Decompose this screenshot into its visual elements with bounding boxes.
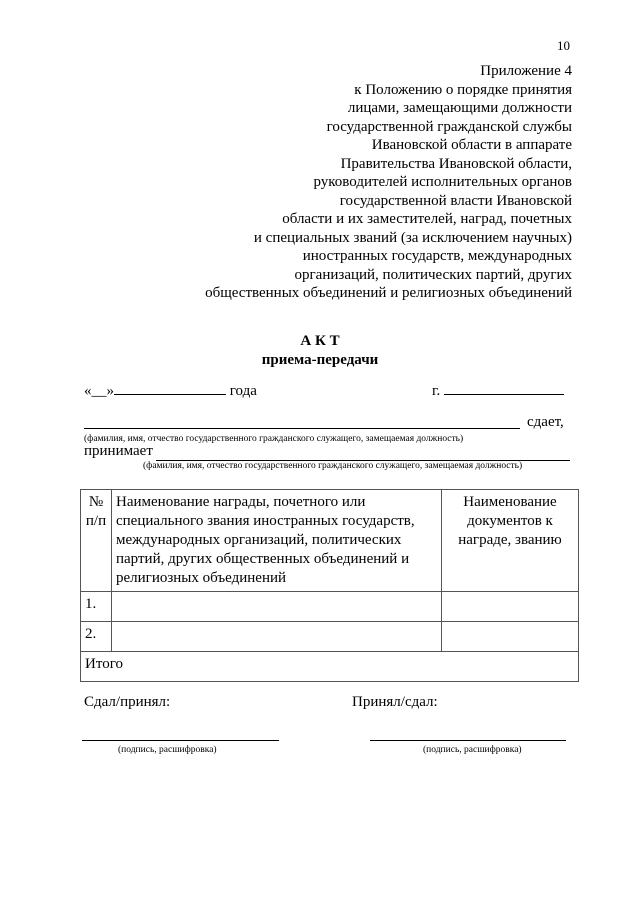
header-docs: Наименование документов к награде, званию — [442, 490, 579, 592]
row-docs-cell[interactable] — [442, 622, 579, 652]
appendix-line: к Положению о порядке принятия — [354, 81, 572, 98]
row-docs-cell[interactable] — [442, 592, 579, 622]
gives-name-blank[interactable] — [84, 428, 520, 429]
appendix-line: Приложение 4 — [480, 63, 572, 79]
appendix-line: государственной власти Ивановской — [339, 192, 572, 209]
left-signature-hint: (подпись, расшифровка) — [118, 745, 217, 755]
gives-hint: (фамилия, имя, отчество государственного гражданского служащего, замещаемая должность) — [84, 434, 464, 444]
title-line: А К Т — [300, 333, 340, 349]
accepts-hint: (фамилия, имя, отчество государственного гражданского служащего, замещаемая должность) — [143, 461, 523, 471]
appendix-line: Ивановской области в аппарате — [371, 137, 572, 153]
appendix-line: лицами, замещающими должности — [347, 100, 572, 116]
date-field — [84, 381, 257, 400]
right-signature-label: Принял/сдал: — [352, 694, 438, 710]
appendix-line: и специальных званий (за исключением научных) — [253, 229, 572, 246]
appendix-line: руководителей исполнительных органов — [313, 174, 572, 190]
city-field — [432, 381, 564, 400]
subtitle-line: приема-передачи — [261, 352, 379, 368]
row-name-cell[interactable] — [112, 622, 442, 652]
table-row — [81, 592, 579, 622]
row-num: 1. — [81, 592, 112, 622]
appendix-heading — [152, 62, 572, 303]
right-signature-hint: (подпись, расшифровка) — [423, 745, 522, 755]
appendix-line: области и их заместителей, наград, почетных — [282, 211, 572, 227]
appendix-line: Правительства Ивановской области, — [340, 155, 572, 172]
document-title — [0, 332, 640, 370]
city-blank[interactable] — [444, 381, 564, 395]
appendix-line: организаций, политических партий, других — [294, 266, 572, 283]
left-signature-blank[interactable] — [82, 740, 279, 741]
appendix-line: иностранных государств, международных — [302, 248, 572, 264]
left-signature-label: Сдал/принял: — [84, 694, 171, 710]
date-blank[interactable] — [114, 381, 226, 395]
header-num: № п/п — [81, 490, 112, 592]
gives-label: сдает, — [527, 414, 564, 430]
date-suffix: года — [229, 383, 257, 399]
total-label: Итого — [81, 652, 579, 682]
date-prefix: «__» — [84, 383, 114, 399]
city-prefix: г. — [432, 383, 441, 399]
header-name: Наименование награды, почетного или специального звания иностранных государств, международных организаций, политических партий, других общественных объединений и религиозных объединений — [112, 490, 442, 592]
appendix-line: государственной гражданской службы — [326, 118, 572, 135]
row-name-cell[interactable] — [112, 592, 442, 622]
awards-table — [80, 489, 579, 682]
right-signature-blank[interactable] — [370, 740, 566, 741]
total-row — [81, 652, 579, 682]
page-number: 10 — [557, 38, 570, 53]
row-num: 2. — [81, 622, 112, 652]
table-header-row — [81, 490, 579, 592]
table-row — [81, 622, 579, 652]
appendix-line: общественных объединений и религиозных объединений — [205, 285, 572, 301]
accepts-label: принимает — [84, 443, 153, 459]
